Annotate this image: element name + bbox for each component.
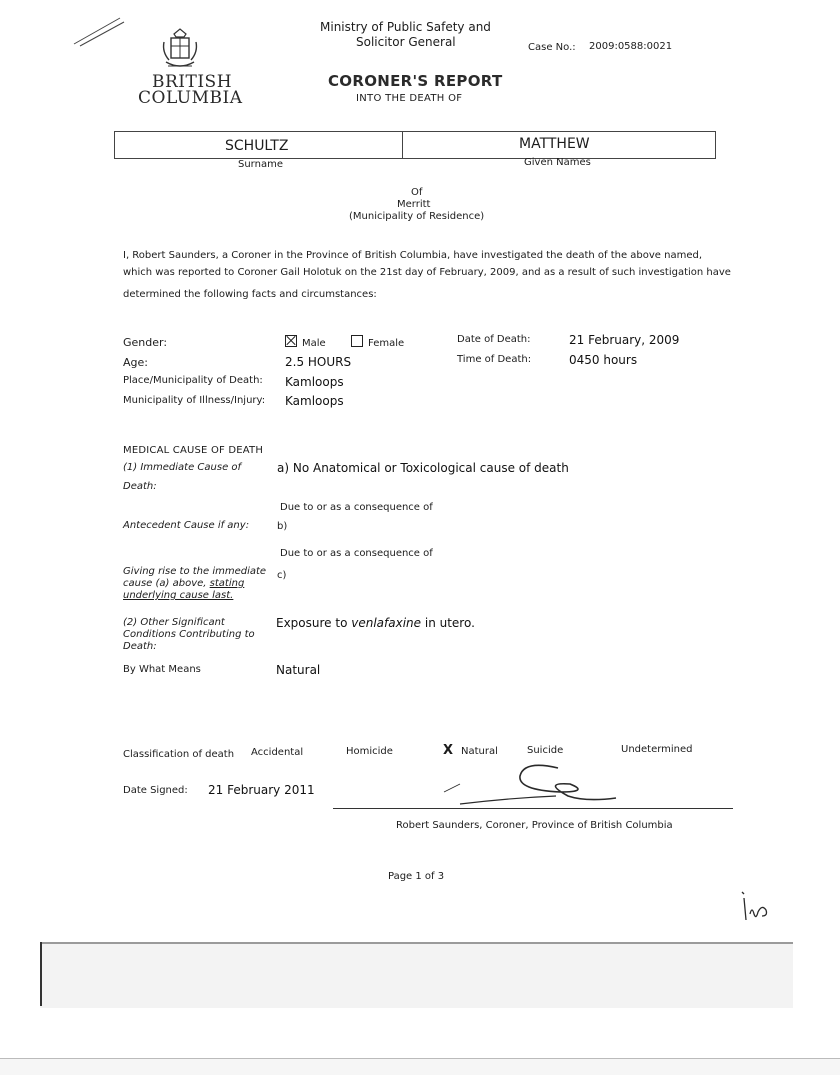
logo-text-columbia: COLUMBIA bbox=[138, 88, 243, 108]
other-conditions-label-2: Conditions Contributing to bbox=[123, 629, 255, 640]
gender-label: Gender: bbox=[123, 336, 168, 349]
other-conditions-label-3: Death: bbox=[123, 641, 157, 652]
gender-male-option bbox=[285, 335, 326, 349]
residence-label: (Municipality of Residence) bbox=[349, 211, 485, 222]
other-conditions-pre: Exposure to bbox=[276, 616, 348, 630]
scan-band bbox=[40, 942, 793, 1008]
intro-line-1: I, Robert Saunders, a Coroner in the Province of British Columbia, have investigated the death of the above named, bbox=[123, 250, 703, 261]
date-signed-label: Date Signed: bbox=[123, 785, 188, 796]
ministry-name-line2: Solicitor General bbox=[356, 35, 456, 49]
place-of-death-label: Place/Municipality of Death: bbox=[123, 375, 263, 386]
residence-municipality: Merritt bbox=[397, 199, 431, 210]
classification-selected-mark: X bbox=[443, 743, 454, 758]
antecedent-cause-value: b) bbox=[277, 521, 288, 532]
page-bottom-edge bbox=[0, 1058, 840, 1075]
classification-suicide: Suicide bbox=[527, 745, 564, 756]
male-checkbox bbox=[285, 335, 297, 347]
giving-rise-value: c) bbox=[277, 570, 287, 581]
classification-natural: Natural bbox=[461, 746, 498, 757]
giving-rise-text: cause (a) above, bbox=[123, 578, 207, 589]
classification-accidental: Accidental bbox=[251, 747, 304, 758]
report-title: CORONER'S REPORT bbox=[328, 72, 503, 90]
illness-municipality-value: Kamloops bbox=[285, 394, 344, 408]
case-number-label: Case No.: bbox=[528, 42, 576, 53]
deceased-name-box bbox=[114, 131, 716, 159]
signer-name: Robert Saunders, Coroner, Province of British Columbia bbox=[396, 820, 673, 831]
ministry-name: Ministry of Public Safety and bbox=[320, 20, 491, 34]
gender-female-option bbox=[351, 335, 404, 349]
other-conditions-value bbox=[276, 616, 475, 630]
medical-cause-heading: MEDICAL CAUSE OF DEATH bbox=[123, 445, 264, 456]
name-divider bbox=[402, 132, 403, 158]
case-number: 2009:0588:0021 bbox=[589, 41, 673, 52]
surname-label: Surname bbox=[238, 159, 283, 170]
antecedent-cause-label: Antecedent Cause if any: bbox=[123, 520, 250, 531]
classification-homicide: Homicide bbox=[346, 746, 393, 757]
giving-rise-stating: stating bbox=[209, 578, 245, 589]
giving-rise-label: Giving rise to the immediate bbox=[123, 566, 267, 577]
intro-line-3: determined the following facts and circumstances: bbox=[123, 289, 377, 300]
given-names-value: MATTHEW bbox=[519, 136, 590, 152]
surname-value: SCHULTZ bbox=[225, 138, 289, 154]
illness-municipality-label: Municipality of Illness/Injury: bbox=[123, 395, 266, 406]
report-subtitle: INTO THE DEATH OF bbox=[356, 93, 463, 104]
classification-undetermined: Undetermined bbox=[621, 744, 693, 755]
giving-rise-label-2 bbox=[123, 578, 244, 589]
immediate-cause-value: a) No Anatomical or Toxicological cause of death bbox=[277, 461, 569, 475]
immediate-cause-label: (1) Immediate Cause of bbox=[123, 462, 242, 473]
date-of-death-label: Date of Death: bbox=[457, 334, 531, 345]
consequence-of-2: Due to or as a consequence of bbox=[280, 548, 433, 559]
by-what-means-label: By What Means bbox=[123, 664, 201, 675]
age-label: Age: bbox=[123, 356, 148, 369]
logo-text-british: BRITISH bbox=[152, 72, 233, 92]
place-of-death-value: Kamloops bbox=[285, 375, 344, 389]
date-signed-value: 21 February 2011 bbox=[208, 783, 315, 797]
time-of-death-value: 0450 hours bbox=[569, 353, 638, 367]
other-conditions-label: (2) Other Significant bbox=[123, 617, 225, 628]
consequence-of-1: Due to or as a consequence of bbox=[280, 502, 433, 513]
given-names-label: Given Names bbox=[524, 157, 591, 168]
age-value: 2.5 HOURS bbox=[285, 355, 352, 369]
signature-line bbox=[333, 808, 733, 809]
classification-label: Classification of death bbox=[123, 749, 235, 760]
by-what-means-value: Natural bbox=[276, 663, 321, 677]
scan-band-edge bbox=[40, 942, 42, 1006]
female-checkbox bbox=[351, 335, 363, 347]
date-of-death-value: 21 February, 2009 bbox=[569, 333, 680, 347]
time-of-death-label: Time of Death: bbox=[457, 354, 532, 365]
giving-rise-label-3: underlying cause last. bbox=[123, 590, 234, 601]
other-conditions-post: in utero. bbox=[424, 616, 475, 630]
female-label: Female bbox=[368, 338, 405, 349]
male-label: Male bbox=[302, 338, 326, 349]
of-label: Of bbox=[411, 187, 423, 198]
intro-line-2: which was reported to Coroner Gail Holotuk on the 21st day of February, 2009, and as a result of such investigation have bbox=[123, 267, 731, 278]
immediate-cause-label-2: Death: bbox=[123, 481, 157, 492]
page-number: Page 1 of 3 bbox=[388, 871, 445, 882]
other-conditions-drug: venlafaxine bbox=[351, 616, 422, 630]
